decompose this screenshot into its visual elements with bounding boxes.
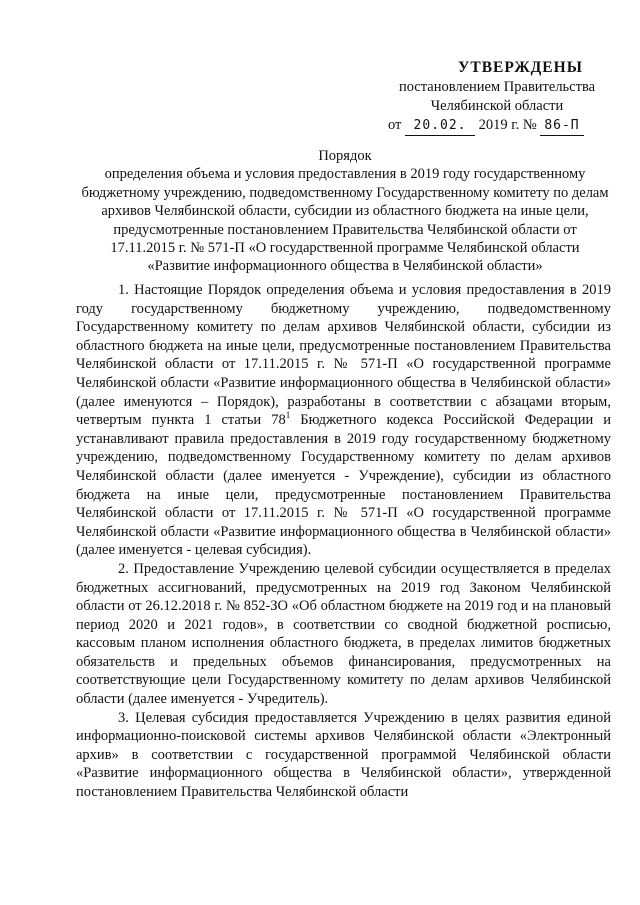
paragraph-3: 3. Целевая субсидия предоставляется Учреждению в целях развития единой информационно-поисковой системы архивов Челябинской области «Электронный архив» в соответствии с государственной программой Челябинской области «Развитие информационного общества в Челябинской области», утвержденной постановлением Правительства Челябинской области: [76, 709, 611, 801]
handwritten-number: 86-П: [540, 116, 583, 136]
heading-text: определения объема и условия предоставления в 2019 году государственному бюджетному учреждению, подведомственному Государственному комитету по делам архивов Челябинской области, субсидии из областного бюджета на иные цели, предусмотренные постановлением Правительства Челябинской области от 17.11.2015 г. № 571-П «О государственной программе Челябинской области «Развитие информационного общества в Челябинской области»: [81, 166, 609, 275]
approval-date-line: [388, 116, 612, 136]
paragraph-1: [76, 281, 611, 560]
approval-title: УТВЕРЖДЕНЫ: [458, 59, 583, 76]
heading-title: Порядок: [318, 148, 372, 164]
date-prefix: от: [388, 117, 402, 133]
approval-stamp-block: [382, 58, 612, 136]
paragraph-1-part-1: 1. Настоящие Порядок определения объема и условия предоставления в 2019 году государственному бюджетному учреждению, подведомственному Государственному комитету по делам архивов Челябинской области, субсидии из областного бюджета на иные цели, предусмотренные постановлением Правительства Челябинской области от 17.11.2015 г. № 571-П «О государственной программе Челябинской области «Развитие информационного общества в Челябинской области» (далее именуются – Порядок), разработаны в соответствии с абзацами вторым, четвертым пункта 1 статьи 78: [76, 282, 611, 429]
year-text: 2019 г. №: [478, 117, 537, 133]
handwritten-date: 20.02.: [405, 116, 475, 136]
paragraph-1-superscript: 1: [285, 410, 291, 421]
approval-line-2: Челябинской области: [430, 98, 564, 114]
document-heading: [80, 147, 610, 276]
paragraph-1-part-2: Бюджетного кодекса Российской Федерации и устанавливают правила предоставления в 2019 году государственному бюджетному учреждению, подведомственному Государственному комитету по делам архивов Челябинской области (далее именуется - Учреждение), субсидии из областного бюджета на иные цели, предусмотренные постановлением Правительства Челябинской области от 17.11.2015 г. № 571-П «О государственной программе Челябинской области «Развитие информационного общества в Челябинской области» (далее именуется - целевая субсидия).: [76, 412, 611, 559]
paragraph-2: 2. Предоставление Учреждению целевой субсидии осуществляется в пределах бюджетных ассигнований, предусмотренных на 2019 год Законом Челябинской области от 26.12.2018 г. № 852-ЗО «Об областном бюджете на 2019 год и на плановый период 2020 и 2021 годов», в соответствии со сводной бюджетной росписью, кассовым планом исполнения областного бюджета, в пределах лимитов бюджетных обязательств и предельных объемов финансирования, предусмотренных на соответствующие цели Государственному комитету по делам архивов Челябинской области (далее именуется - Учредитель).: [76, 560, 611, 708]
document-body: [76, 281, 611, 802]
approval-line-1: постановлением Правительства: [398, 79, 596, 95]
